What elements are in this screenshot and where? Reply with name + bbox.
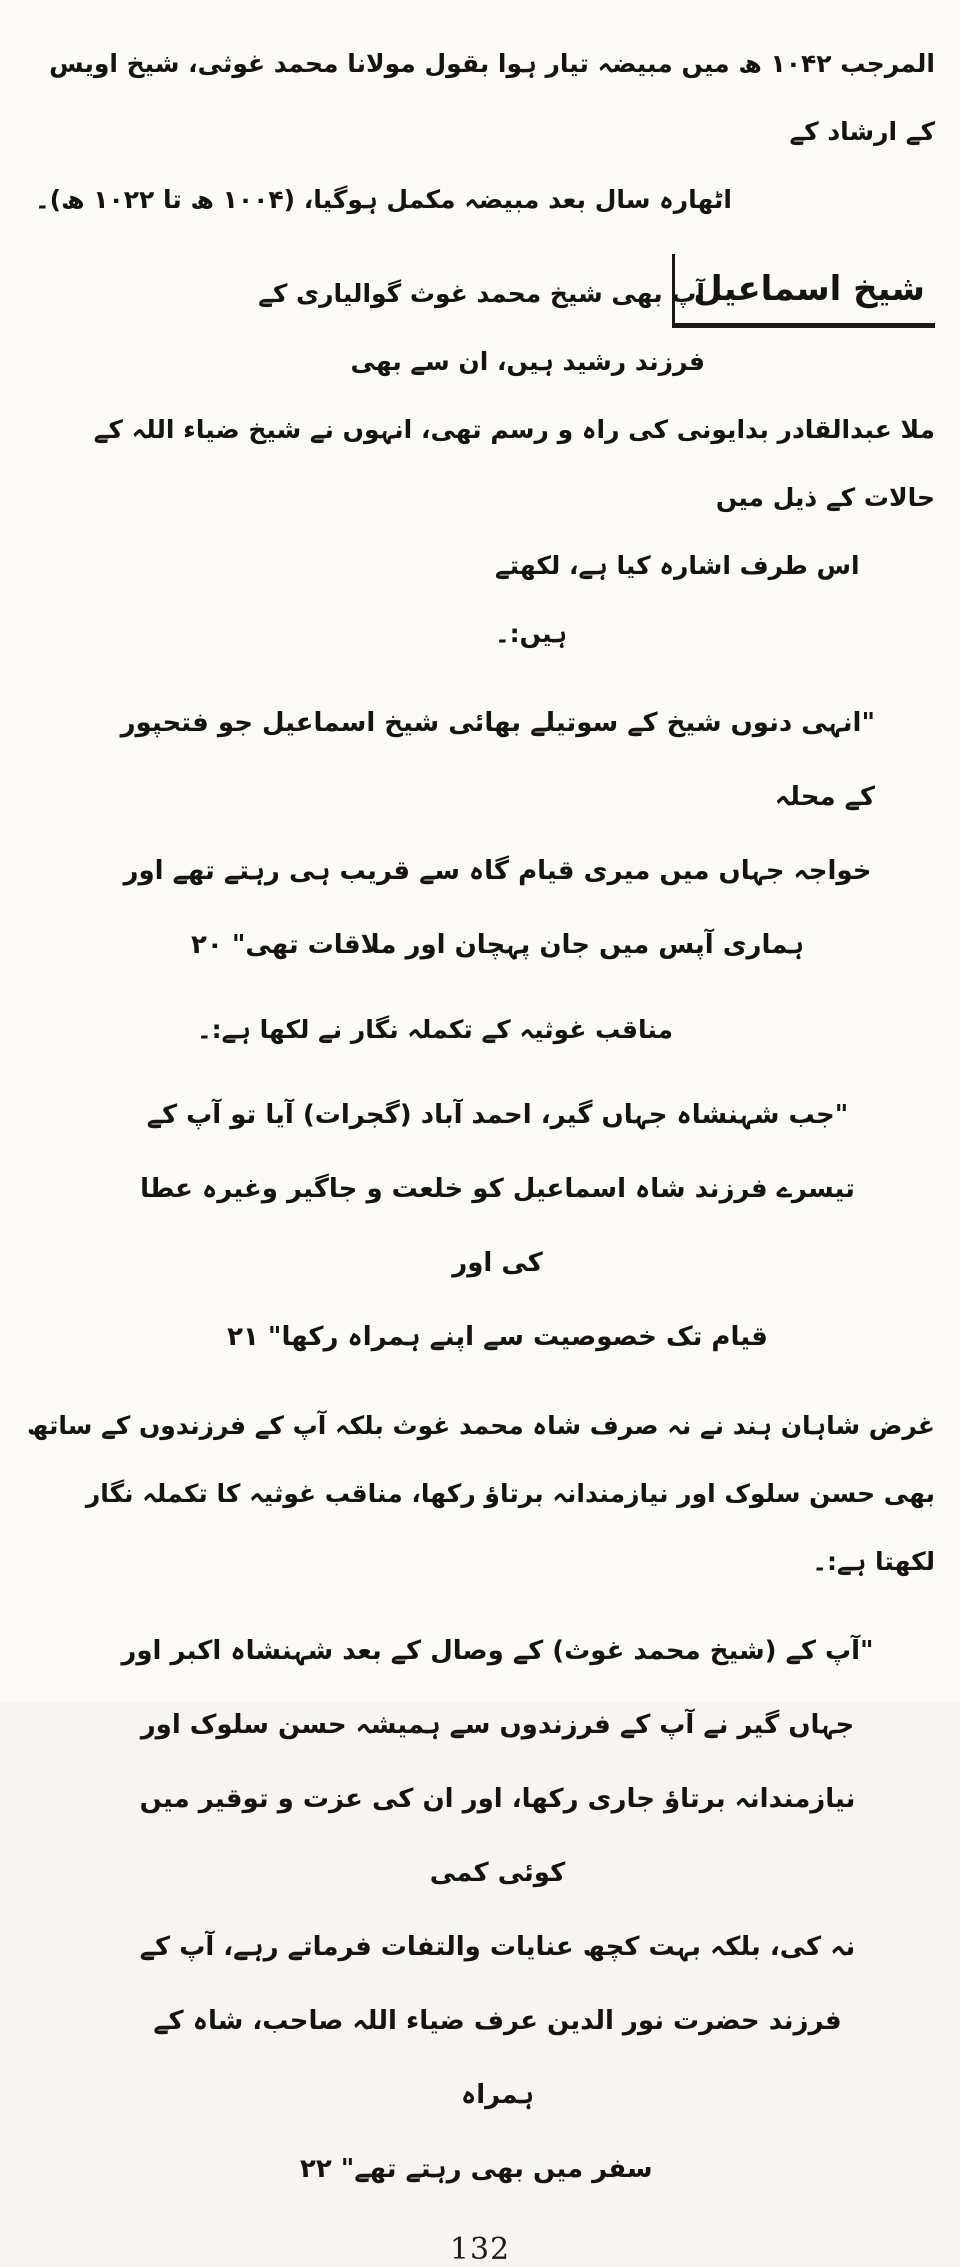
text-line: اس طرف اشارہ کیا ہے، لکھتے ہیں:۔ <box>495 551 860 648</box>
text-line: غرض شاہان ہند نے نہ صرف شاہ محمد غوث بلکہ آپ کے فرزندوں کے ساتھ <box>27 1411 935 1440</box>
quote-line: قیام تک خصوصیت سے اپنے ہمراہ رکھا" ۲۱ <box>227 1322 768 1352</box>
quote-line: "انہی دنوں شیخ کے سوتیلے بھائی شیخ اسماعیل جو فتحپور کے محلہ <box>120 708 875 812</box>
text-line: ملا عبدالقادر بدایونی کی راہ و رسم تھی، انہوں نے شیخ ضیاء اللہ کے حالات کے ذیل میں <box>93 415 935 512</box>
section-shaikh-ismail <box>25 260 935 668</box>
quote-line: ہماری آپس میں جان پہچان اور ملاقات تھی" ۲۰ <box>191 930 804 960</box>
intro-paragraph <box>25 30 935 234</box>
quote-line: خواجہ جہاں میں میری قیام گاہ سے قریب ہی رہتے تھے اور <box>123 856 872 886</box>
body-paragraph <box>25 1392 935 1596</box>
quote-line: جہاں گیر نے آپ کے فرزندوں سے ہمیشہ حسن سلوک اور <box>140 1710 855 1740</box>
quote-line: نیازمندانہ برتاؤ جاری رکھا، اور ان کی عزت و توقیر میں کوئی کمی <box>139 1784 856 1888</box>
text-line: المرجب ۱۰۴۲ ھ میں مبیضہ تیار ہوا بقول مولانا محمد غوثی، شیخ اویس کے ارشاد کے <box>49 49 935 146</box>
quote-line: سفر میں بھی رہتے تھے" ۲۲ <box>300 2154 653 2184</box>
connector-line: مناقب غوثیہ کے تکملہ نگار نے لکھا ہے:۔ <box>196 1015 674 1044</box>
quote-line: تیسرے فرزند شاہ اسماعیل کو خلعت و جاگیر وغیرہ عطا کی اور <box>140 1174 855 1278</box>
text-line: بھی حسن سلوک اور نیازمندانہ برتاؤ رکھا، مناقب غوثیہ کا تکملہ نگار لکھتا ہے:۔ <box>85 1479 935 1576</box>
quote-line: فرزند حضرت نور الدین عرف ضیاء اللہ صاحب، شاہ کے ہمراہ <box>153 2006 842 2110</box>
quote-line: "جب شہنشاہ جہاں گیر، احمد آباد (گجرات) آیا تو آپ کے <box>146 1100 849 1130</box>
text-line: اٹھارہ سال بعد مبیضہ مکمل ہوگیا، (۱۰۰۴ ھ تا ۱۰۲۲ ھ)۔ <box>35 185 732 214</box>
blockquote-2 <box>120 1078 875 1374</box>
blockquote-1 <box>120 686 875 982</box>
section-heading-shaikh-ismail: شیخ اسماعیل <box>672 254 935 328</box>
text-line: آپ بھی شیخ محمد غوث گوالیاری کے فرزند رشید ہیں، ان سے بھی <box>258 279 705 376</box>
blockquote-3 <box>120 1614 875 2206</box>
page-number: 132 <box>449 2232 511 2267</box>
quote-line: نہ کی، بلکہ بہت کچھ عنایات والتفات فرماتے رہے، آپ کے <box>139 1932 856 1962</box>
quote-line: "آپ کے (شیخ محمد غوث) کے وصال کے بعد شہنشاہ اکبر اور <box>121 1636 874 1666</box>
